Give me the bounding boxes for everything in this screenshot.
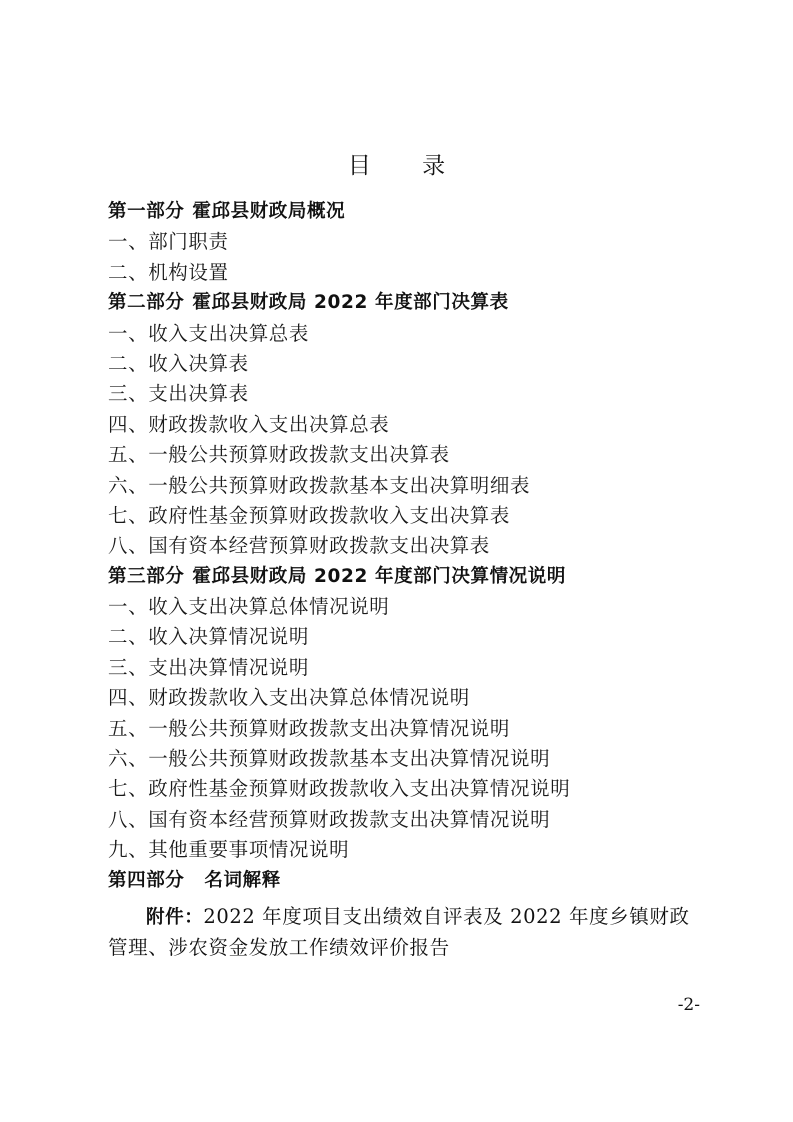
toc-entry: 四、财政拨款收入支出决算总体情况说明: [108, 686, 470, 710]
part-2-title: 霍邱县财政局 2022 年度部门决算表: [192, 292, 509, 314]
toc-entry: 三、支出决算情况说明: [108, 655, 310, 679]
page-title: 目 录: [347, 153, 468, 179]
toc-entry: 六、一般公共预算财政拨款基本支出决算情况说明: [108, 747, 551, 771]
table-of-contents: [108, 197, 708, 896]
toc-entry: 五、一般公共预算财政拨款支出决算情况说明: [108, 716, 511, 740]
toc-entry: 一、收入支出决算总表: [108, 321, 310, 345]
toc-entry: 二、收入决算情况说明: [108, 625, 310, 649]
part-1-title: 霍邱县财政局概况: [192, 201, 346, 222]
toc-entry: 八、国有资本经营预算财政拨款支出决算情况说明: [108, 807, 551, 831]
toc-entry: 一、收入支出决算总体情况说明: [108, 595, 390, 619]
part-heading-1: [108, 197, 708, 227]
toc-entry: 四、财政拨款收入支出决算总表: [108, 412, 390, 436]
attachment-text-line-2: 管理、涉农资金发放工作绩效评价报告: [108, 936, 450, 960]
part-4-label: 第四部分: [108, 869, 185, 891]
toc-entry: 六、一般公共预算财政拨款基本支出决算明细表: [108, 473, 531, 497]
part-heading-4: [108, 866, 708, 896]
toc-entry: 七、政府性基金预算财政拨款收入支出决算表: [108, 503, 511, 527]
toc-entry: 二、收入决算表: [108, 351, 249, 375]
attachment-note: [108, 902, 708, 964]
toc-entry: 二、机构设置: [108, 260, 229, 284]
toc-entry: 一、部门职责: [108, 230, 229, 254]
toc-entry: 五、一般公共预算财政拨款支出决算表: [108, 443, 450, 467]
part-1-label: 第一部分: [108, 201, 185, 222]
part-heading-3: [108, 562, 708, 592]
part-3-label: 第三部分: [108, 565, 185, 587]
toc-entry: 八、国有资本经营预算财政拨款支出决算表: [108, 534, 490, 558]
part-heading-2: [108, 288, 708, 318]
toc-entry: 七、政府性基金预算财政拨款收入支出决算情况说明: [108, 777, 571, 801]
page-number: -2-: [677, 995, 700, 1015]
part-4-title: 名词解释: [204, 869, 281, 891]
toc-entry: 九、其他重要事项情况说明: [108, 838, 350, 862]
attachment-label: 附件：: [146, 907, 204, 928]
toc-entry: 三、支出决算表: [108, 382, 249, 406]
attachment-text-line-1: 2022 年度项目支出绩效自评表及 2022 年度乡镇财政: [203, 905, 690, 928]
part-2-label: 第二部分: [108, 292, 185, 314]
part-3-title: 霍邱县财政局 2022 年度部门决算情况说明: [192, 565, 566, 587]
